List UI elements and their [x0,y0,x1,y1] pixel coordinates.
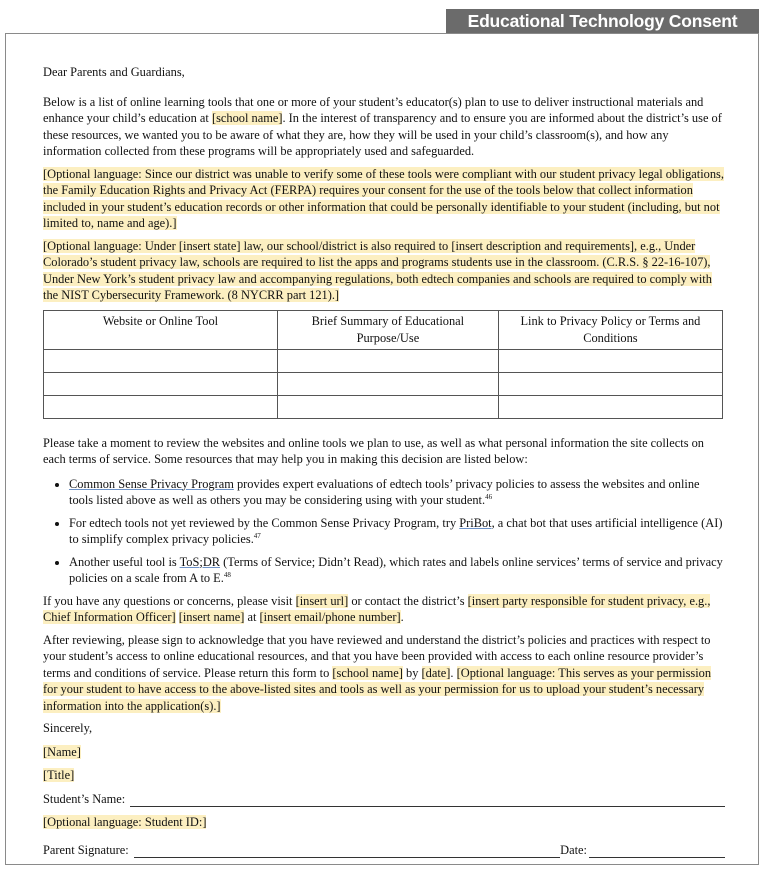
optional-permission-language: [Optional language: This serves as your permission for your student to have access to the above-listed sites and tools as well as your permission for us to upload your student’s necessary information into the application(s).] [43,665,712,713]
pribot-link[interactable]: PriBot [459,515,492,530]
table-header: Link to Privacy Policy or Terms and Conditions [498,310,722,349]
sender-title-placeholder: [Title] [43,768,75,782]
contact-paragraph [43,593,725,626]
table-cell[interactable] [44,372,278,395]
parent-signature-label: Parent Signature: [43,842,129,857]
intro-text-1: Below is a list of online learning tools that one or more of your student’s educator(s) plan to use to deliver instructional materials and enhance your child’s education at [43,94,704,125]
state-law-paragraph [43,238,725,304]
acknowledgement-paragraph [43,632,725,715]
acknowledgement-text: After reviewing, please sign to acknowledge that you have reviewed and understand the district’s policies and practices with respect to your student’s access to online educational resources, and that you have been provided with access to each online resource provider’s terms and conditions of service. Please return this form to [43,632,711,680]
table-cell[interactable] [498,372,722,395]
table-cell[interactable] [277,372,498,395]
table-header: Website or Online Tool [44,310,278,349]
list-item [69,515,725,548]
table-row [44,395,723,418]
table-row [44,372,723,395]
table-cell[interactable] [277,395,498,418]
acknowledgement-text: by [402,665,422,680]
contact-text: If you have any questions or concerns, please visit [43,593,296,608]
tosdr-link[interactable]: ToS;DR [179,554,221,569]
list-item-text: provides expert evaluations of edtech tools’ privacy policies to assess the websites and online tools listed above as well as others you may be considering using with your student. [69,476,700,507]
school-name-placeholder: [school name] [211,111,283,125]
table-cell[interactable] [44,395,278,418]
table-cell[interactable] [277,349,498,372]
contact-text: . [400,610,404,624]
ferpa-paragraph [43,166,725,232]
contact-text: at [244,610,260,624]
name-placeholder: [insert name] [178,610,245,624]
contact-text: or contact the district’s [348,593,468,608]
list-item-text: Another useful tool is [69,554,180,569]
tools-table [43,310,723,419]
intro-paragraph [43,94,725,160]
table-header-row [44,310,723,349]
date-placeholder: [date] [421,665,451,680]
list-item-text: , a chat bot that uses artificial intelligence (AI) to simplify complex privacy policies. [69,515,723,546]
footnote-ref: 47 [253,531,261,540]
common-sense-privacy-link[interactable]: Common Sense Privacy Program [69,476,234,491]
list-item [69,554,725,587]
review-intro: Please take a moment to review the websites and online tools we plan to use, as well as what personal information the site collects on each terms of service. Some resources that may help you in making this decision are listed below: [43,435,705,466]
student-name-line [43,791,725,808]
table-cell[interactable] [44,349,278,372]
sender-name-placeholder: [Name] [43,744,81,759]
date-field[interactable] [589,845,725,858]
email-placeholder: [insert email/phone number] [259,610,401,624]
student-id-placeholder: [Optional language: Student ID:] [43,815,207,829]
table-header: Brief Summary of Educational Purpose/Use [277,310,498,349]
parent-signature-field[interactable] [134,845,560,858]
optional-state-language: [Optional language: Under [insert state] law, our school/district is also required to [insert description and requirements], e.g., Under Colorado’s student privacy law, schools are required to list the apps and programs students use in the classroom. (C.R.S. § 22-16-107), Under New York’s student privacy law and accompanying regulations, both edtech companies and schools are required to comply with the NIST Cybersecurity Framework. (8 NYCRR part 121).] [43,238,712,302]
date-label: Date: [560,842,587,857]
list-item-text: (Terms of Service; Didn’t Read), which rates and labels online services’ terms of service and privacy policies on a scale from A to E. [69,554,723,585]
resource-list [43,476,725,587]
letter-body [43,64,725,858]
intro-text-2: . In the interest of transparency and to ensure you are informed about the district’s use of these resources, we wanted you to be aware of what they are, how they will be used in your child’s classroom(s), and how any information collected from these programs will be appropriately used and safeguarded. [43,111,722,158]
table-cell[interactable] [498,395,722,418]
list-item-text: For edtech tools not yet reviewed by the Common Sense Privacy Program, try [69,515,460,530]
responsible-party-placeholder: [insert party responsible for student privacy, e.g., Chief Information Officer] [43,593,711,624]
optional-ferpa-language: [Optional language: Since our district was unable to verify some of these tools were compliant with our student privacy legal obligations, the Family Education Rights and Privacy Act (FERPA) requires your consent for the use of the tools below that collect information included in your student’s education records or other information that could be personally identifiable to your student (including, but not limited to, name and age).] [43,166,724,230]
list-item [69,476,725,509]
greeting: Dear Parents and Guardians, [43,65,185,79]
form-title: Educational Technology Consent Form [446,9,759,34]
footnote-ref: 46 [485,492,493,501]
closing-sincerely: Sincerely, [43,721,93,735]
footnote-ref: 48 [223,570,231,579]
url-placeholder: [insert url] [295,593,349,608]
student-name-field[interactable] [130,794,725,807]
parent-signature-line [43,842,725,859]
table-cell[interactable] [498,349,722,372]
acknowledgement-text: . [450,665,457,680]
table-row [44,349,723,372]
student-name-label: Student’s Name: [43,791,126,806]
school-name-placeholder: [school name] [332,665,403,680]
